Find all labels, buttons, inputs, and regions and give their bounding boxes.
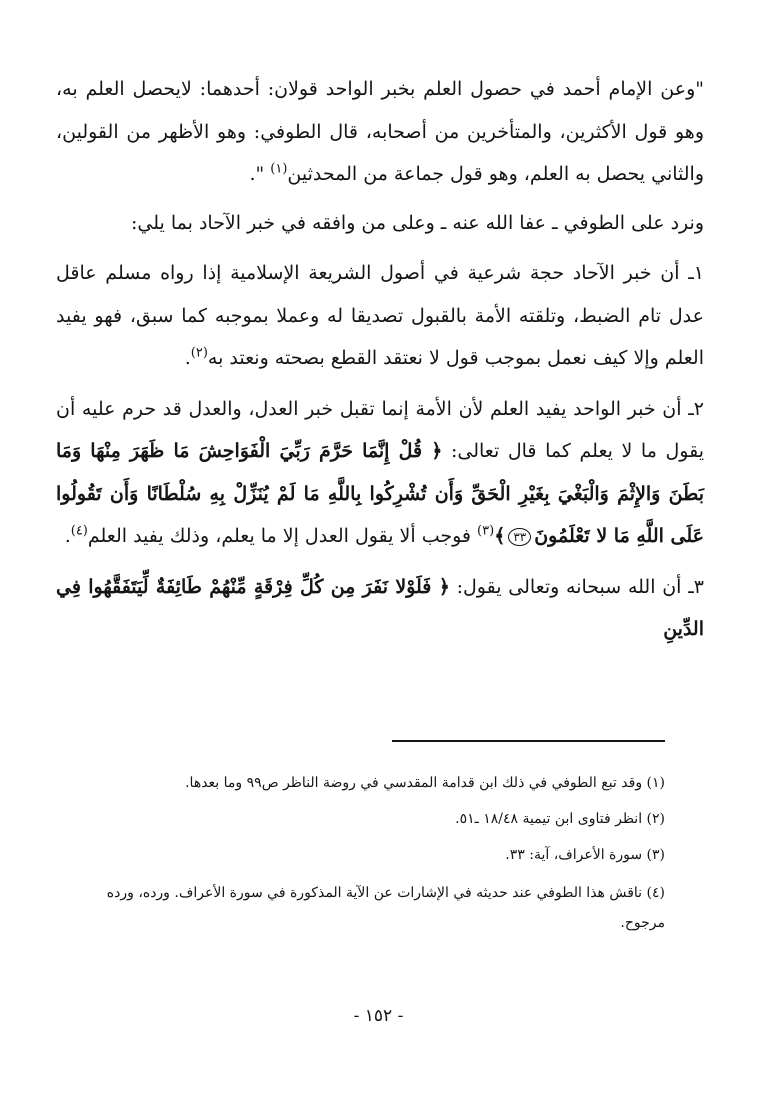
- quran-verse: ﴿ قُلْ إِنَّمَا حَرَّمَ رَبِّيَ الْفَوَاحِشَ مَا ظَهَرَ مِنْهَا وَمَا بَطَنَ وَالإِثْمَ وَالْبَغْيَ بِغَيْرِ الْحَقِّ وَأَن تُشْرِكُوا بِاللَّهِ مَا لَمْ يُنَزِّلْ بِهِ سُلْطَانًا وَأَن تَقُولُوا عَلَى اللَّهِ مَا لا تَعْلَمُونَ: [56, 440, 704, 547]
- paragraph-end: .: [184, 347, 191, 369]
- paragraph-end: ".: [249, 163, 271, 185]
- page-number: - ١٥٢ -: [353, 1006, 404, 1026]
- paragraph-text: ونرد على الطوفي ـ عفا الله عنه ـ وعلى من وافقه في خبر الآحاد بما يلي:: [130, 211, 704, 234]
- paragraph-point-3: [56, 566, 704, 651]
- footnote-ref-1: (١): [270, 161, 288, 177]
- footnote-1: (١) وقد تبع الطوفي في ذلك ابن قدامة المقدسي في روضة الناظر ص٩٩ وما بعدها.: [185, 775, 665, 791]
- footnotes: [95, 770, 665, 947]
- paragraph-text: ٢ـ أن خبر الواحد يفيد العلم لأن الأمة إنما تقبل خبر العدل، والعدل قد حرم عليه أن يقول ما لا يعلم كما قال تعالى:: [56, 397, 704, 462]
- footnote-ref-2: (٢): [190, 345, 208, 361]
- ayah-number-marker: ٣٣: [508, 528, 531, 546]
- paragraph-quote-imam-ahmad: [56, 68, 704, 196]
- paragraph-text-continued: فوجب ألا يقول العدل إلا ما يعلم، وذلك يفيد العلم: [87, 525, 478, 547]
- paragraph-end: .: [64, 525, 71, 547]
- footnote-3: (٣) سورة الأعراف، آية: ٣٣.: [505, 847, 665, 863]
- quran-close-bracket: ﴾: [494, 525, 506, 547]
- paragraph-text: ١ـ أن خبر الآحاد حجة شرعية في أصول الشريعة الإسلامية إذا رواه مسلم عاقل عدل تام الضبط، وتلقته الأمة بالقبول تصديقا له وعملا بموجبه كما سبق، فهو يفيد العلم وإلا كيف نعمل بموجب قول لا نعتقد القطع بصحته ونعتد به: [56, 262, 704, 369]
- main-text: [56, 68, 704, 651]
- footnote-divider: [392, 740, 665, 742]
- footnote-2: (٢) انظر فتاوى ابن تيمية ١٨/٤٨ ـ٥١.: [455, 811, 665, 827]
- paragraph-text: "وعن الإمام أحمد في حصول العلم بخبر الواحد قولان: أحدهما: لايحصل العلم به، وهو قول الأكثرين، والمتأخرين من أصحابه، قال الطوفي: وهو الأظهر من القولين، والثاني يحصل به العلم، وهو قول جماعة من المحدثين: [56, 78, 704, 185]
- footnote-ref-4: (٤): [70, 523, 88, 539]
- paragraph-text: ٣ـ أن الله سبحانه وتعالى يقول:: [449, 575, 704, 598]
- footnote-ref-3: (٣): [477, 523, 495, 539]
- quran-verse: ﴿ فَلَوْلا نَفَرَ مِن كُلِّ فِرْقَةٍ مِّنْهُمْ طَائِفَةٌ لِّيَتَفَقَّهُوا فِي الدِّينِ: [56, 575, 704, 640]
- paragraph-response-intro: [56, 202, 704, 245]
- footnote-4: (٤) ناقش هذا الطوفي عند حديثه في الإشارات عن الآية المذكورة في سورة الأعراف. ورده، ورده مرجوح.: [106, 885, 665, 931]
- paragraph-point-1: [56, 252, 704, 380]
- paragraph-point-2: [56, 388, 704, 558]
